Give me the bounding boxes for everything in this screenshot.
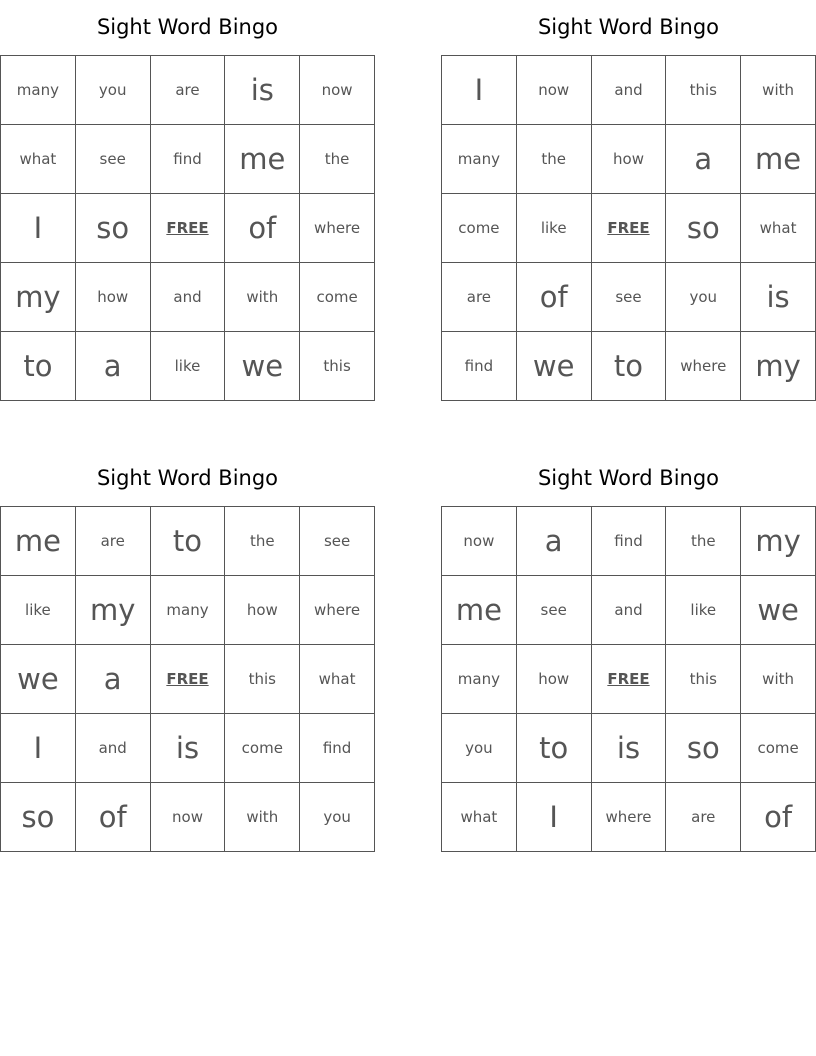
bingo-cell: to xyxy=(1,332,76,401)
bingo-row xyxy=(442,194,816,263)
bingo-cell: a xyxy=(75,645,150,714)
bingo-cell: you xyxy=(442,714,517,783)
bingo-cell: me xyxy=(741,125,816,194)
bingo-row xyxy=(1,507,375,576)
bingo-cell: what xyxy=(1,125,76,194)
bingo-cell: now xyxy=(442,507,517,576)
bingo-cell: come xyxy=(741,714,816,783)
bingo-cell: you xyxy=(300,783,375,852)
free-space: FREE xyxy=(150,645,225,714)
bingo-grid xyxy=(441,55,816,401)
bingo-cell: many xyxy=(150,576,225,645)
bingo-cell: are xyxy=(442,263,517,332)
bingo-cell: so xyxy=(1,783,76,852)
bingo-cell: see xyxy=(75,125,150,194)
bingo-cell: you xyxy=(666,263,741,332)
bingo-cell: now xyxy=(516,56,591,125)
bingo-row xyxy=(442,263,816,332)
bingo-cell: where xyxy=(300,194,375,263)
free-space: FREE xyxy=(591,645,666,714)
bingo-cell: like xyxy=(666,576,741,645)
bingo-cell: of xyxy=(75,783,150,852)
bingo-cell: what xyxy=(300,645,375,714)
bingo-cell: my xyxy=(741,332,816,401)
bingo-row xyxy=(1,263,375,332)
free-space: FREE xyxy=(591,194,666,263)
bingo-cell: a xyxy=(516,507,591,576)
bingo-row xyxy=(1,332,375,401)
bingo-cell: a xyxy=(75,332,150,401)
bingo-cell: like xyxy=(150,332,225,401)
bingo-cell: find xyxy=(442,332,517,401)
bingo-cell: see xyxy=(300,507,375,576)
bingo-cell: the xyxy=(300,125,375,194)
bingo-row xyxy=(442,56,816,125)
bingo-cell: and xyxy=(150,263,225,332)
bingo-row xyxy=(1,125,375,194)
bingo-grid xyxy=(441,506,816,852)
bingo-cell: what xyxy=(741,194,816,263)
bingo-cell: of xyxy=(516,263,591,332)
bingo-cell: the xyxy=(666,507,741,576)
bingo-row xyxy=(1,783,375,852)
bingo-row xyxy=(1,714,375,783)
bingo-row xyxy=(442,332,816,401)
bingo-cell: is xyxy=(591,714,666,783)
bingo-row xyxy=(1,194,375,263)
bingo-cell: how xyxy=(591,125,666,194)
bingo-card-2 xyxy=(441,0,816,401)
bingo-cell: I xyxy=(1,714,76,783)
bingo-card-4 xyxy=(441,451,816,852)
bingo-cell: we xyxy=(1,645,76,714)
bingo-cell: I xyxy=(442,56,517,125)
bingo-cell: is xyxy=(225,56,300,125)
bingo-cell: where xyxy=(300,576,375,645)
bingo-card-3 xyxy=(0,451,375,852)
bingo-cell: where xyxy=(591,783,666,852)
bingo-cell: this xyxy=(666,56,741,125)
bingo-cell: where xyxy=(666,332,741,401)
bingo-cell: find xyxy=(150,125,225,194)
card-title: Sight Word Bingo xyxy=(96,466,279,490)
bingo-cell: me xyxy=(442,576,517,645)
bingo-cell: we xyxy=(741,576,816,645)
bingo-cell: see xyxy=(591,263,666,332)
bingo-cell: to xyxy=(150,507,225,576)
bingo-cell: to xyxy=(591,332,666,401)
bingo-cell: many xyxy=(442,645,517,714)
bingo-cell: the xyxy=(516,125,591,194)
bingo-cell: with xyxy=(225,263,300,332)
card-title: Sight Word Bingo xyxy=(537,466,720,490)
bingo-cell: are xyxy=(150,56,225,125)
bingo-cell: and xyxy=(591,576,666,645)
bingo-cell: to xyxy=(516,714,591,783)
bingo-cell: how xyxy=(225,576,300,645)
bingo-cell: my xyxy=(75,576,150,645)
bingo-cell: what xyxy=(442,783,517,852)
bingo-cell: with xyxy=(225,783,300,852)
bingo-grid xyxy=(0,55,375,401)
bingo-row xyxy=(442,645,816,714)
bingo-cell: come xyxy=(225,714,300,783)
bingo-row xyxy=(442,507,816,576)
bingo-cell: you xyxy=(75,56,150,125)
bingo-cell: like xyxy=(1,576,76,645)
bingo-cell: of xyxy=(225,194,300,263)
bingo-cell: the xyxy=(225,507,300,576)
bingo-cell: find xyxy=(300,714,375,783)
bingo-cell: is xyxy=(150,714,225,783)
bingo-cell: so xyxy=(666,194,741,263)
bingo-cell: this xyxy=(225,645,300,714)
bingo-cell: I xyxy=(516,783,591,852)
bingo-cell: are xyxy=(666,783,741,852)
bingo-cell: how xyxy=(516,645,591,714)
bingo-row xyxy=(1,576,375,645)
bingo-cell: so xyxy=(666,714,741,783)
bingo-cell: this xyxy=(300,332,375,401)
bingo-cell: find xyxy=(591,507,666,576)
bingo-cell: this xyxy=(666,645,741,714)
card-title: Sight Word Bingo xyxy=(96,15,279,39)
bingo-row xyxy=(442,783,816,852)
bingo-cell: we xyxy=(225,332,300,401)
bingo-cell: a xyxy=(666,125,741,194)
bingo-cell: my xyxy=(1,263,76,332)
bingo-card-1 xyxy=(0,0,375,401)
bingo-cell: is xyxy=(741,263,816,332)
bingo-row xyxy=(1,645,375,714)
bingo-row xyxy=(442,125,816,194)
bingo-cell: of xyxy=(741,783,816,852)
bingo-cell: so xyxy=(75,194,150,263)
bingo-cell: me xyxy=(1,507,76,576)
bingo-row xyxy=(442,576,816,645)
bingo-cell: now xyxy=(300,56,375,125)
bingo-cell: with xyxy=(741,645,816,714)
bingo-cell: with xyxy=(741,56,816,125)
bingo-cell: now xyxy=(150,783,225,852)
bingo-cell: we xyxy=(516,332,591,401)
bingo-cell: and xyxy=(591,56,666,125)
bingo-cell: are xyxy=(75,507,150,576)
bingo-cell: and xyxy=(75,714,150,783)
bingo-cell: many xyxy=(1,56,76,125)
bingo-grid xyxy=(0,506,375,852)
bingo-cell: like xyxy=(516,194,591,263)
bingo-cell: me xyxy=(225,125,300,194)
bingo-row xyxy=(442,714,816,783)
bingo-cell: my xyxy=(741,507,816,576)
bingo-cell: many xyxy=(442,125,517,194)
free-space: FREE xyxy=(150,194,225,263)
bingo-cell: I xyxy=(1,194,76,263)
bingo-cell: come xyxy=(300,263,375,332)
bingo-row xyxy=(1,56,375,125)
bingo-cell: see xyxy=(516,576,591,645)
bingo-cell: come xyxy=(442,194,517,263)
card-title: Sight Word Bingo xyxy=(537,15,720,39)
bingo-cell: how xyxy=(75,263,150,332)
